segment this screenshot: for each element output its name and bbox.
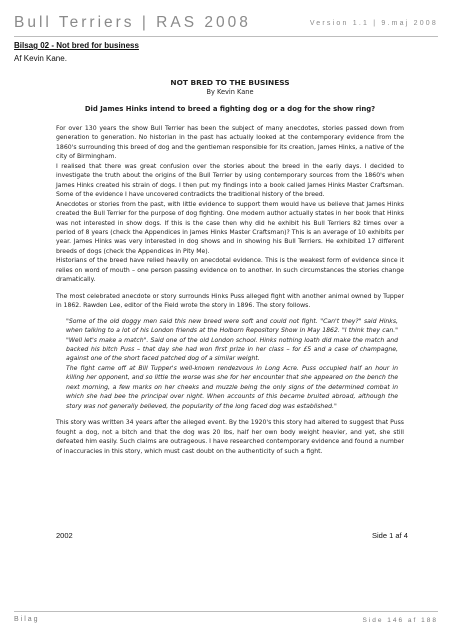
scanned-article (56, 78, 404, 570)
page-header (14, 14, 438, 36)
article-paragraph: For over 130 years the show Bull Terrier has been the subject of many anecdotes, stories passed down from generation to generation. No historian in the past has actually looked at the contemporary evidence from the 1860's surrounding this breed of dog and the gentleman responsible for its creation, James Hinks, a native of the city of Birmingham. (56, 125, 404, 161)
article-question: Did James Hinks intend to breed a fighting dog or a dog for the show ring? (84, 105, 376, 113)
article-page-number: Side 1 af 4 (372, 531, 408, 540)
article-byline: By Kevin Kane (206, 88, 254, 96)
article-quote: The fight came off at Bill Tupper's well-known rendezvous in Long Acre. Puss occupied half an hour in killing her opponent, and so little the worse was she for her encounter that she appeared on the bench the next morning, a few marks on her cheeks and muzzle being the only signs of the determined combat in which she had bee the principal over night. When accounts of this became bruited abroad, although the story was not generally believed, the popularity of the long faced dog was established." (66, 364, 398, 410)
version-label: Version 1.1 | 9.maj 2008 (309, 20, 438, 27)
document-title: Bull Terriers | RAS 2008 (14, 14, 251, 31)
article-quote: "Some of the old doggy men said this new breed were soft and could not fight. "Can't they?" said Hinks, when talking to a lot of his London friends at the Holborn Repository Show in May 1862. "I think they can." "Well let's make a match". Said one of the old London school. Hinks nothing loath did make the match and backed his bitch Puss – that day she had won first prize in her class – for £5 and a case of champagne, against one of the short faced patched dog of a similar weight. (66, 317, 398, 363)
footer-label: Bilag (14, 616, 40, 623)
article-paragraph: Historians of the breed have relied heavily on anecdotal evidence. This is the weakest form of evidence since it relies on word of mouth – one person passing evidence on to another. In such circumstances the stories change dramatically. (56, 257, 404, 284)
article-title: NOT BRED TO THE BUSINESS (170, 78, 290, 87)
footer-divider (14, 611, 438, 612)
attachment-author: Af Kevin Kane. (14, 54, 67, 63)
article-paragraph: I realised that there was great confusion over the stories about the breed in the early days. I decided to investigate the truth about the origins of the Bull Terrier by using contemporary sources from the 1860's when James Hinks created his strain of dogs. I then put my findings into a book called James Hinks Master Craftsman. Some of the evidence I have uncovered contradicts the traditional history of the breed. (56, 162, 404, 199)
article-year: 2002 (56, 531, 73, 540)
article-paragraph: Anecdotes or stories from the past, with little evidence to support them would have us believe that James Hinks created the Bull Terrier for the purpose of dog fighting. One modern author actually states in her book that Hinks was not interested in show dogs. If this is the case then why did he exhibit his Bull Terriers 82 times over a period of 8 years (check the Appendices in James Hinks Master Craftsman)? This is an average of 10 exhibits per year. James Hinks was very interested in dog shows and in showing his Bull Terriers. He exhibited 17 different breeds of dogs (check the Appendices in Pity Me). (56, 200, 404, 255)
article-paragraph: The most celebrated anecdote or story surrounds Hinks Puss alleged fight with another animal owned by Tupper in 1862. Rawden Lee, editor of the Field wrote the story in 1896. The story follows. (56, 292, 404, 310)
attachment-heading: Bilsag 02 - Not bred for business (14, 41, 139, 50)
header-divider (14, 36, 438, 37)
footer-page-number: Side 146 af 188 (362, 617, 438, 624)
article-paragraph: This story was written 34 years after the alleged event. By the 1920's this story had altered to suggest that Puss fought a dog, not a bitch and that the dog was 20 lbs, half her own body weight heavier, and yet, she still defeated him easily. Such claims are outrageous. I have researched contemporary evidence and found a number of inaccuracies in this story, which must cast doubt on the authenticity of such a fight. (56, 419, 404, 455)
